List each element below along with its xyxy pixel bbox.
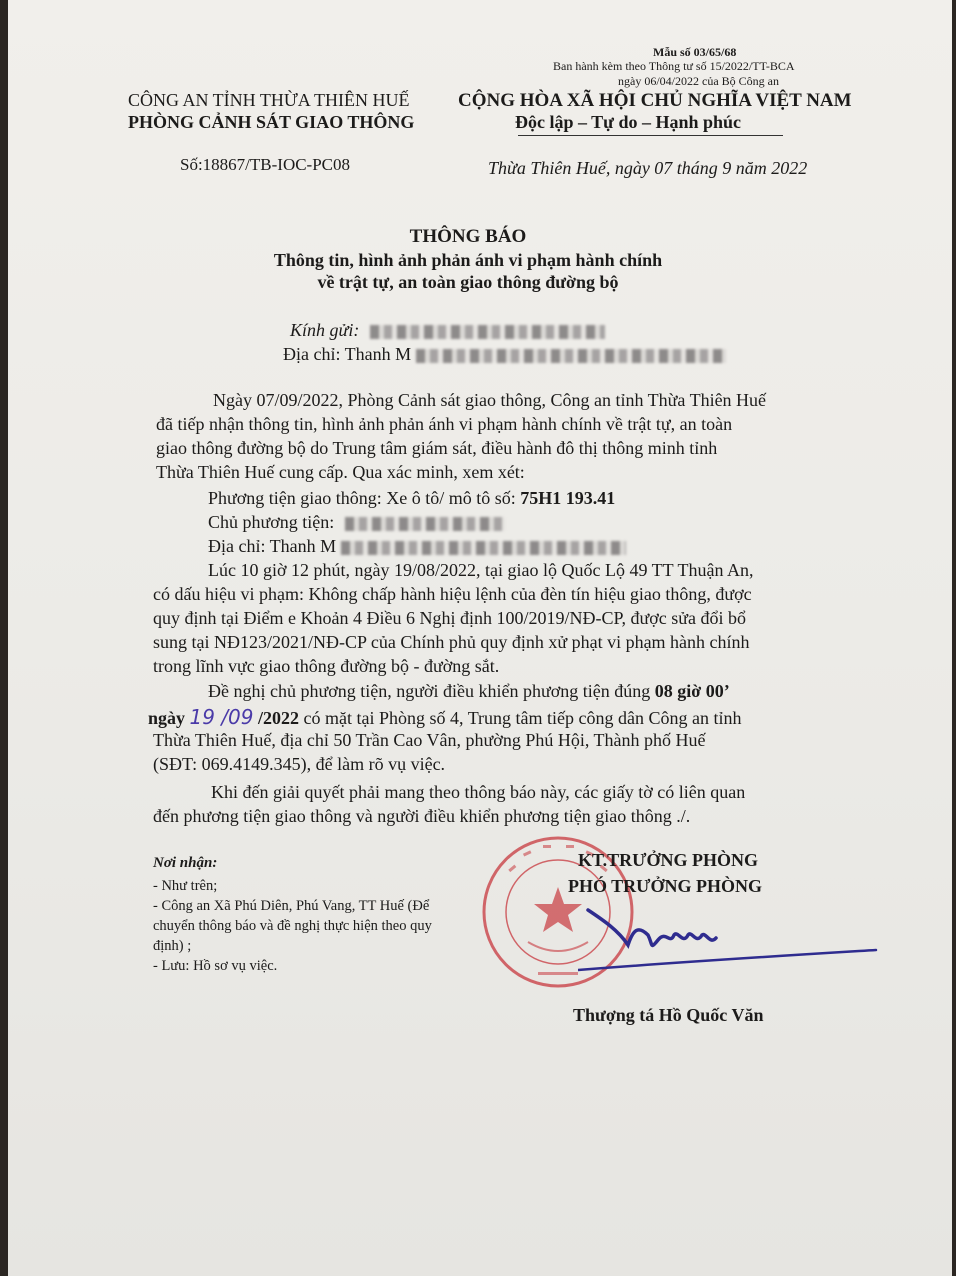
addressee-address-label: Địa chỉ: Thanh M	[283, 344, 412, 364]
paragraph-4-line-1: Khi đến giải quyết phải mang theo thông báo này, các giấy tờ có liên quan	[211, 782, 746, 802]
national-title: CỘNG HÒA XÃ HỘI CHỦ NGHĨA VIỆT NAM	[458, 90, 852, 111]
motto-underline	[518, 135, 783, 136]
vehicle-line	[208, 488, 615, 509]
handwritten-signature	[578, 890, 878, 980]
owner-address-line	[208, 536, 626, 557]
date-label: ngày	[148, 708, 186, 728]
paragraph-2-line-1: Lúc 10 giờ 12 phút, ngày 19/08/2022, tại giao lộ Quốc Lộ 49 TT Thuận An,	[208, 560, 754, 580]
paragraph-1-line-2: đã tiếp nhận thông tin, hình ảnh phản ánh vi phạm hành chính về trật tự, an toàn	[156, 414, 733, 434]
license-plate: 75H1 193.41	[520, 488, 616, 508]
redacted-addressee	[370, 325, 605, 339]
paragraph-4-line-2: đến phương tiện giao thông và người điều khiển phương tiện giao thông ./.	[153, 806, 691, 826]
paragraph-2-line-4: sung tại NĐ123/2021/NĐ-CP của Chính phủ quy định xử phạt vi phạm hành chính	[153, 632, 750, 652]
recipient-item: - Lưu: Hồ sơ vụ việc.	[153, 958, 278, 974]
form-issued-line2: ngày 06/04/2022 của Bộ Công an	[618, 74, 779, 88]
document-page	[8, 0, 952, 1276]
vehicle-label: Phương tiện giao thông: Xe ô tô/ mô tô số:	[208, 488, 521, 508]
paragraph-2-line-3: quy định tại Điểm e Khoản 4 Điều 6 Nghị định 100/2019/NĐ-CP, được sửa đổi bổ	[153, 608, 746, 628]
handwritten-date: 19 /09	[189, 705, 254, 729]
request-text: Đề nghị chủ phương tiện, người điều khiển phương tiện đúng	[208, 681, 655, 701]
place-date: Thừa Thiên Huế, ngày 07 tháng 9 năm 2022	[488, 158, 808, 178]
signature-title-1: KT.TRƯỞNG PHÒNG	[578, 850, 758, 870]
recipient-item: định) ;	[153, 938, 192, 954]
owner-address-label: Địa chỉ: Thanh M	[208, 536, 337, 556]
addressee-address-line	[283, 344, 726, 365]
appointment-time: 08 giờ 00’	[654, 681, 730, 701]
reference-number: Số:18867/TB-IOC-PC08	[180, 155, 351, 174]
appointment-year: /2022	[258, 708, 300, 728]
document-subtitle-1: Thông tin, hình ảnh phản ánh vi phạm hành chính	[273, 250, 663, 270]
recipients-title: Nơi nhận:	[153, 855, 218, 871]
form-issued-line1: Ban hành kèm theo Thông tư số 15/2022/TT-BCA	[553, 59, 795, 73]
owner-label: Chủ phương tiện:	[208, 512, 335, 532]
addressee-line	[290, 320, 605, 341]
document-subtitle-2: về trật tự, an toàn giao thông đường bộ	[317, 272, 619, 292]
form-number: Mẫu số 03/65/68	[653, 45, 737, 59]
paragraph-3-line-2	[148, 705, 742, 729]
paragraph-2-line-2: có dấu hiệu vi phạm: Không chấp hành hiệu lệnh của đèn tín hiệu giao thông, được	[153, 584, 752, 604]
paragraph-3-line-3: Thừa Thiên Huế, địa chỉ 50 Trần Cao Vân, phường Phú Hội, Thành phố Huế	[153, 730, 706, 750]
national-motto: Độc lập – Tự do – Hạnh phúc	[515, 112, 742, 132]
paragraph-1-line-1: Ngày 07/09/2022, Phòng Cảnh sát giao thông, Công an tỉnh Thừa Thiên Huế	[213, 390, 767, 410]
paragraph-2-line-5: trong lĩnh vực giao thông đường bộ - đường sắt.	[153, 656, 500, 676]
recipient-item: - Như trên;	[153, 878, 218, 894]
redacted-owner-address	[341, 541, 626, 555]
signer-name: Thượng tá Hồ Quốc Văn	[573, 1005, 764, 1025]
agency-name: CÔNG AN TỈNH THỪA THIÊN HUẾ	[128, 90, 410, 110]
redacted-owner	[345, 517, 505, 531]
addressee-label: Kính gửi:	[290, 320, 360, 340]
paragraph-1-line-4: Thừa Thiên Huế cung cấp. Qua xác minh, xem xét:	[156, 462, 525, 482]
appointment-location: có mặt tại Phòng số 4, Trung tâm tiếp công dân Công an tỉnh	[299, 708, 742, 728]
redacted-address	[416, 349, 726, 363]
signature-title-2: PHÓ TRƯỞNG PHÒNG	[568, 876, 763, 896]
recipient-item: chuyển thông báo và đề nghị thực hiện theo quy	[153, 918, 432, 934]
department-name: PHÒNG CẢNH SÁT GIAO THÔNG	[128, 112, 415, 132]
paragraph-3-line-4: (SĐT: 069.4149.345), để làm rõ vụ việc.	[153, 754, 446, 774]
paragraph-3-line-1	[208, 681, 730, 702]
owner-line	[208, 512, 505, 533]
document-title: THÔNG BÁO	[409, 226, 527, 247]
paragraph-1-line-3: giao thông đường bộ do Trung tâm giám sát, điều hành đô thị thông minh tỉnh	[156, 438, 718, 458]
recipient-item: - Công an Xã Phú Diên, Phú Vang, TT Huế (Để	[153, 898, 430, 914]
